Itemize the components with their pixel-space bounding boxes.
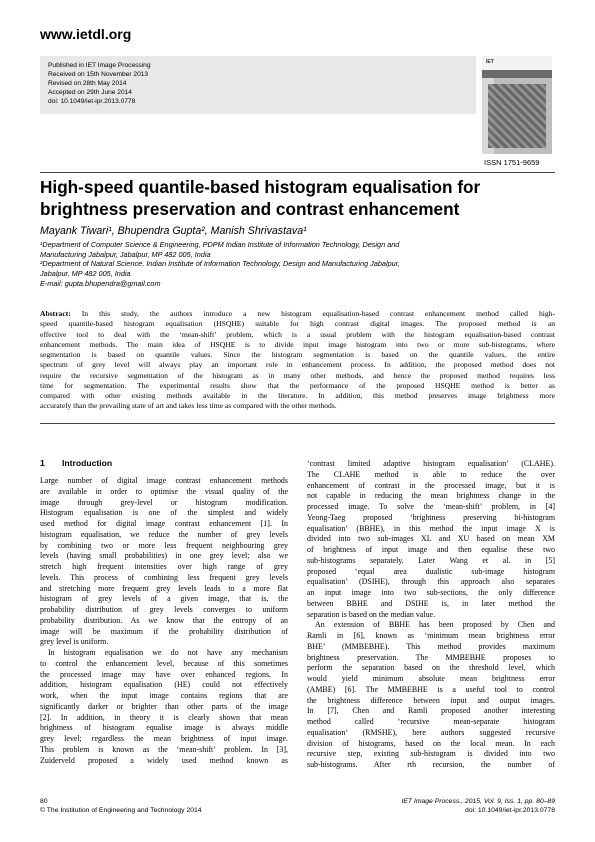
body-line: method called ‘recursive mean-separate histogram <box>307 717 555 726</box>
body-line: brightness of histogram equalise image is always middle <box>40 723 288 733</box>
body-line: image will be maximum if the probability distribution of <box>40 626 288 636</box>
body-line: work, when the input image contains regions that are <box>40 691 288 700</box>
body-line: Histogram equalisation is one of the simplest and widely <box>40 508 288 518</box>
body-line: are available in order to optimise the visual quality of the <box>40 486 288 496</box>
authors: Mayank Tiwari¹, Bhupendra Gupta², Manish Shrivastava¹ <box>40 225 307 237</box>
revised-date: Revised on 28th May 2014 <box>48 80 127 87</box>
body-line: processed image. To solve the ‘mean-shift’ problem, in [4] <box>307 502 555 511</box>
body-line: (AMBE) [6]. The MMBEBHE is a useful tool to control <box>307 684 555 694</box>
body-line: Yeong-Taeg proposed ‘brightness preserving bi-histogram <box>307 512 555 522</box>
body-line: the processed image may have over enhanced regions. In <box>40 669 288 679</box>
header-divider <box>40 172 555 173</box>
body-line: sub-histograms. After rth recursion, the number of <box>307 760 555 769</box>
body-line: In histogram equalisation we do not have any mechanism <box>48 648 288 657</box>
body-line: between BBHE and DSIHE is, in later method the <box>307 598 555 608</box>
body-line: the brightness difference between input and output images. <box>307 695 555 705</box>
body-line: grey level is uniform. <box>40 637 109 647</box>
cover-title-strip <box>482 70 552 78</box>
body-line: by combining two or more less frequent neighbouring grey <box>40 540 288 550</box>
body-line: and stretching more frequent grey levels leads to a more flat <box>40 583 288 593</box>
body-line: sub-histograms separately. Later Wang et al. in [5] <box>307 555 555 565</box>
abstract-line: effective tool to deal with the ‘mean-shift’ problem, which is a usual problem with the histogram equalisation-based contrast <box>40 329 555 339</box>
body-line: The CLAHE method is able to reduce the over <box>307 469 555 479</box>
body-line: perform the separation based on the threshold level, which <box>307 663 555 673</box>
page-number: 80 <box>40 798 48 805</box>
abstract-line: segmentation is based on quantile values. Since the histogram segmentation is based on the quantile values, the entire <box>40 350 555 359</box>
abstract-line: time for segmentation. The experimental results show that the performance of the proposed HSQHE method is better as <box>40 380 555 390</box>
footer-left <box>40 797 202 815</box>
body-line: Ramli in [6], known as ‘minimum mean brightness error <box>307 631 555 640</box>
abstract-line: spectrum of grey level will always play an important role in enhancement process. In addition, the proposed method does not <box>40 360 555 370</box>
right-column <box>307 459 555 771</box>
body-line: brightness preservation. The MMBEBHE proposes to <box>307 652 555 662</box>
body-line: equalisation’ (RMSHE), here authors suggested recursive <box>307 727 555 737</box>
body-line: In [7], Chen and Ramli proposed another interesting <box>307 706 555 716</box>
body-line: histogram of grey levels of a given image, that is, the <box>40 594 288 604</box>
abstract-label: Abstract: <box>40 309 71 318</box>
body-line: levels. This process of combining less frequent grey levels <box>40 572 288 582</box>
body-line: equalisation’ (BBHE), in this method the input image X is <box>307 523 555 533</box>
body-line: would yield minimum absolute mean brightness error <box>307 674 555 683</box>
paper-title <box>40 176 555 220</box>
journal-cover-image <box>482 56 552 154</box>
body-line: levels (having small probabilities) in one grey level; also we <box>40 551 288 561</box>
body-line: An extension of BBHE has been proposed by Chen and <box>315 620 555 630</box>
affiliation-line: Jabalpur, MP 482 005, India <box>40 269 131 279</box>
abstract <box>40 309 555 412</box>
body-line: equalisation’ (DSIHE), through this approach also separates <box>307 577 555 587</box>
affiliations <box>40 240 555 289</box>
section-number: 1 <box>40 458 45 468</box>
affiliation-line: ²Department of Natural Science, Indian Institute of Information Technology, Design and Manufacturing Jabalpur, <box>40 259 400 269</box>
abstract-divider <box>40 423 555 424</box>
body-line: grey level; regardless the mean brightness of input image. <box>40 734 288 743</box>
section-heading <box>40 458 112 468</box>
affiliation-line: Manufacturing Jabalpur, Jabalpur, MP 482 005, India <box>40 249 211 259</box>
body-line: separation is based on the median value. <box>307 609 436 619</box>
cover-artwork <box>488 84 546 148</box>
section-title: Introduction <box>62 458 113 468</box>
body-line: divided into two sub-images XL and XU based on mean XM <box>307 534 555 544</box>
abstract-text: In this study, the authors introduce a new histogram equalisation-based contrast enhancement method called high- <box>70 309 555 318</box>
site-url[interactable]: www.ietdl.org <box>40 26 132 42</box>
body-line: an input image into two sub-sections, the only difference <box>307 588 555 597</box>
body-line: not capable in reducing the mean brightness change in the <box>307 491 555 501</box>
body-line: Large number of digital image contrast enhancement methods <box>40 476 288 485</box>
journal-citation: IET Image Process., 2015, Vol. 9, Iss. 1, pp. 80–89 <box>401 798 555 805</box>
body-line: addition, histogram equalisation (HE) could not effectively <box>40 680 288 690</box>
body-line: image through grey-level or histogram modification. <box>40 497 288 507</box>
email-line[interactable]: E-mail: gupta.bhupendra@gmail.com <box>40 278 161 288</box>
body-line: enhancement of contrast in the processed image, but it is <box>307 480 555 490</box>
body-line: ‘contrast limited adaptive histogram equalisation’ (CLAHE). <box>307 459 555 468</box>
title-line: High-speed quantile-based histogram equalisation for <box>40 177 481 197</box>
abstract-line: compared with other existing methods available in the literature. In addition, this method preserves image brightness more <box>40 391 555 400</box>
body-line: [2]. In addition, in theory it is clearly shown that mean <box>40 712 288 722</box>
publication-info <box>48 61 151 106</box>
abstract-line: require the recursive segmentation of the histogram as in many other methods, and hence the proposed method requires less <box>40 370 555 380</box>
received-date: Received on 15th November 2013 <box>48 71 149 78</box>
issn: ISSN 1751-9659 <box>484 158 540 167</box>
abstract-line: accurately than the prevailing state of art and takes less time as compared with the other methods. <box>40 401 337 411</box>
accepted-date: Accepted on 29th June 2014 <box>48 89 132 96</box>
body-line: probability distribution of grey levels converges to uniform <box>40 605 288 614</box>
body-line: used method for digital image contrast enhancement [1]. In <box>40 519 288 528</box>
body-line: significantly darker or brighter than other parts of the image <box>40 701 288 711</box>
abstract-line <box>40 309 555 319</box>
footer-right <box>300 797 555 815</box>
affiliation-line: ¹Department of Computer Science & Engineering, PDPM Indian Institute of Information Technology, Design and <box>40 240 400 249</box>
body-line: recursive step, existing sub-histogram is divided into two <box>307 749 555 759</box>
body-line: division of histograms, based on the local mean. In each <box>307 738 555 748</box>
body-line: probability distribution. As we know that the entropy of an <box>40 615 288 625</box>
left-column <box>40 476 288 766</box>
footer-doi[interactable]: doi: 10.1049/iet-ipr.2013.0778 <box>465 807 555 814</box>
body-line: to control the enhancement level, because of this sometimes <box>40 658 288 668</box>
body-line: proposed ‘equal area dualistic sub-image histogram <box>307 566 555 576</box>
abstract-line: enhancement methods. The main idea of HSQHE is to divide input image histogram into two or more sub-histograms, where <box>40 339 555 349</box>
copyright: © The Institution of Engineering and Technology 2014 <box>40 807 202 814</box>
title-line: brightness preservation and contrast enhancement <box>40 199 460 219</box>
abstract-line: speed quantile-based histogram equalisation (HSQHE) suitable for high contrast digital images. The proposed method is an <box>40 319 555 329</box>
body-line: of brightness of input image and then equalise these two <box>307 545 555 554</box>
body-line: BHE’ (MMBEBHE). This method provides maximum <box>307 641 555 651</box>
body-line: histogram equalisation, we reduce the number of grey levels <box>40 529 288 539</box>
cover-logo-icon: IET <box>486 59 494 65</box>
body-line: This problem is known as the ‘mean-shift’ problem. In [3], <box>40 744 288 754</box>
body-line: stretch high frequent intensities over high range of grey <box>40 562 288 571</box>
body-line: Zuiderveld proposed a widely used method known as <box>40 755 288 765</box>
published-in: Published in IET Image Processing <box>48 62 151 69</box>
doi-line: doi: 10.1049/iet-ipr.2013.0778 <box>48 98 136 105</box>
